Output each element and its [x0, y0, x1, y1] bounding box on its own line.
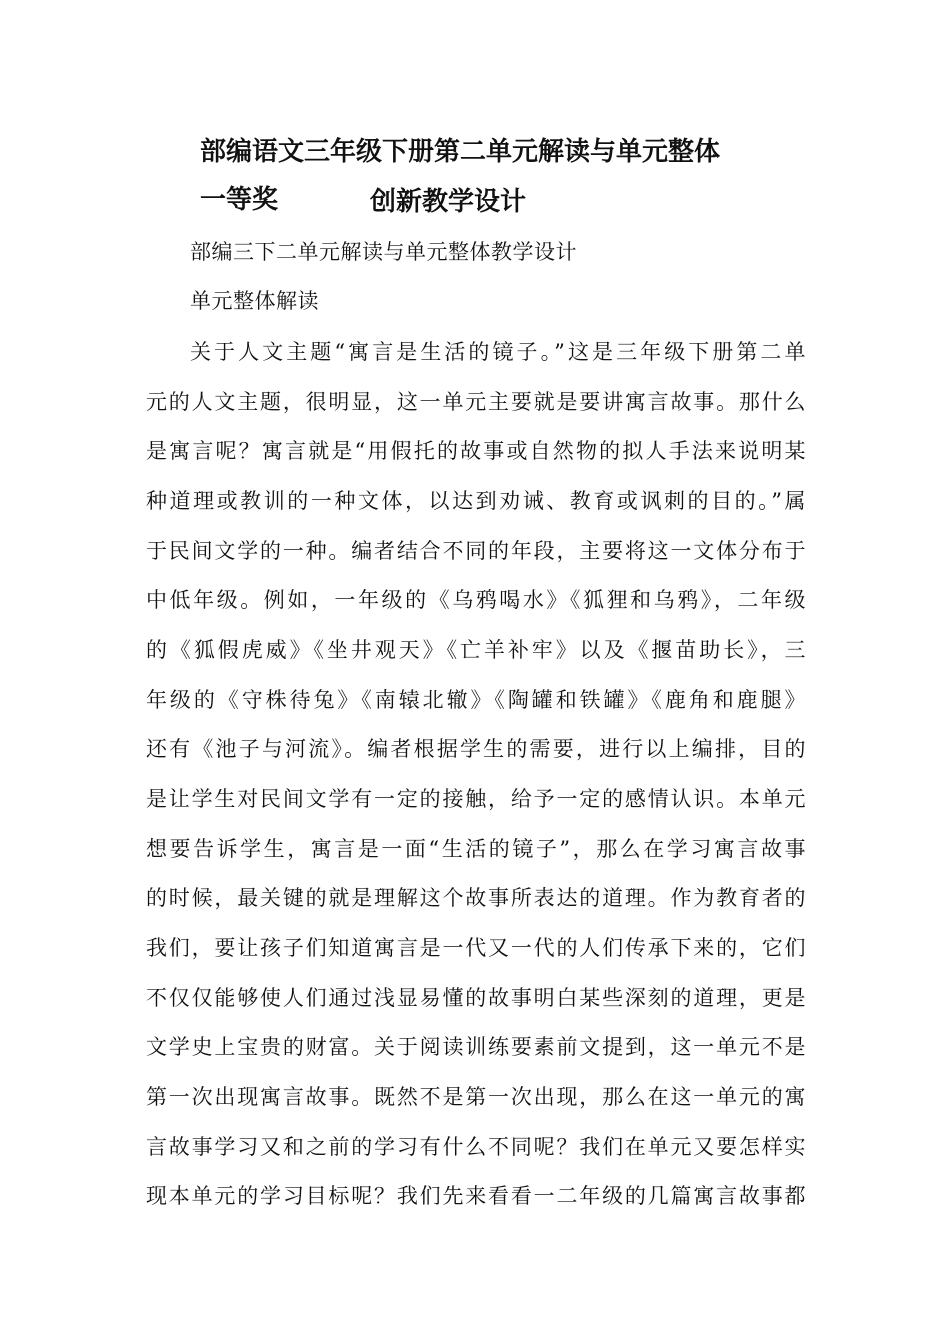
body-line: 于民间文学的一种。编者结合不同的年段，主要将这一文体分布于	[146, 539, 806, 563]
body-line: 文学史上宝贵的财富。关于阅读训练要素前文提到，这一单元不是	[146, 1035, 806, 1059]
document-title-line-2: 创新教学设计	[370, 187, 527, 217]
body-line: 年级的《守株待兔》《南辕北辙》《陶罐和铁罐》《鹿角和鹿腿》	[146, 688, 806, 712]
body-line: 是寓言呢？寓言就是“用假托的故事或自然物的拟人手法来说明某	[146, 439, 806, 463]
body-line: 我们，要让孩子们知道寓言是一代又一代的人们传承下来的，它们	[146, 936, 806, 960]
body-line: 的时候，最关键的就是理解这个故事所表达的道理。作为教育者的	[146, 886, 806, 910]
body-line: 中低年级。例如，一年级的《乌鸦喝水》《狐狸和乌鸦》，二年级	[146, 588, 806, 612]
body-line: 想要告诉学生，寓言是一面“生活的镜子”，那么在学习寓言故事	[146, 837, 806, 861]
body-line: 现本单元的学习目标呢？我们先来看看一二年级的几篇寓言故事都	[146, 1184, 806, 1208]
body-line: 言故事学习又和之前的学习有什么不同呢？我们在单元又要怎样实	[146, 1135, 806, 1159]
body-line: 第一次出现寓言故事。既然不是第一次出现，那么在这一单元的寓	[146, 1085, 806, 1109]
body-line: 关于人文主题“寓言是生活的镜子。”这是三年级下册第二单	[190, 340, 806, 364]
body-line: 不仅仅能够使人们通过浅显易懂的故事明白某些深刻的道理，更是	[146, 986, 806, 1010]
body-line: 的《狐假虎威》《坐井观天》《亡羊补牢》以及《揠苗助长》，三	[146, 638, 806, 662]
body-line: 是让学生对民间文学有一定的接触，给予一定的感情认识。本单元	[146, 787, 806, 811]
document-subtitle: 部编三下二单元解读与单元整体教学设计	[190, 240, 577, 264]
body-line: 还有《池子与河流》。编者根据学生的需要，进行以上编排，目的	[146, 737, 806, 761]
document-title-line-1: 部编语文三年级下册第二单元解读与单元整体 一等奖	[200, 137, 721, 215]
body-line: 元的人文主题，很明显，这一单元主要就是要讲寓言故事。那什么	[146, 390, 806, 414]
section-heading: 单元整体解读	[190, 289, 319, 313]
body-line: 种道理或教训的一种文体，以达到劝诫、教育或讽刺的目的。”属	[146, 489, 806, 513]
